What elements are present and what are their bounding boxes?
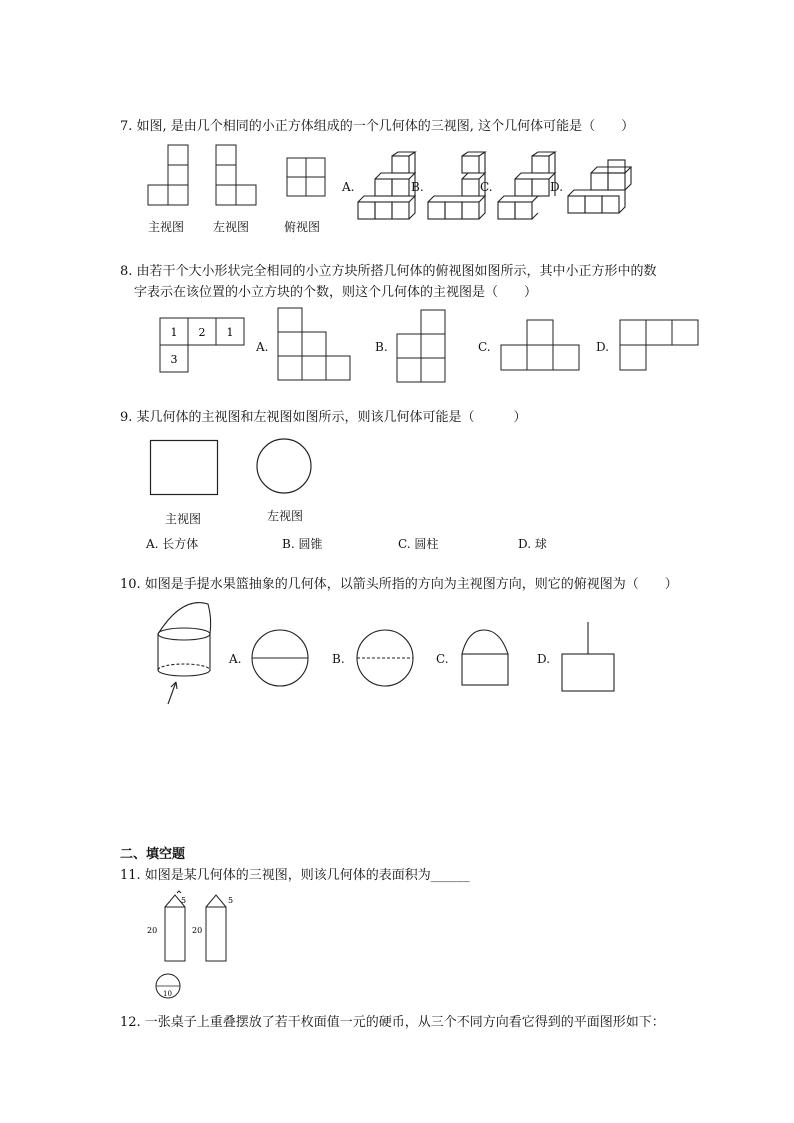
q8-option-b-label: B. (375, 340, 388, 354)
q8-grid-number-4: 3 (170, 353, 178, 366)
q9-option-c: C. 圆柱 (398, 537, 439, 551)
q11-front-view (143, 893, 193, 965)
question-9-text: 9. 某几何体的主视图和左视图如图所示，则该几何体可能是（ ） (120, 410, 527, 425)
q11-side-body-height: 20 (192, 926, 203, 935)
q7-option-d-figure (566, 160, 626, 220)
q7-option-b-label: B. (411, 180, 424, 194)
q9-left-view-circle (256, 438, 314, 496)
section-2-title: 二、填空题 (120, 847, 186, 862)
q8-grid-number-2: 2 (198, 326, 206, 339)
q10-option-a-label: A. (229, 652, 242, 666)
question-7-text: 7. 如图, 是由几个相同的小正方体组成的一个几何体的三视图, 这个几何体可能是（ ） (120, 119, 635, 134)
question-8-text-line2: 字表示在该位置的小立方块的个数，则这个几何体的主视图是（ ） (134, 285, 538, 300)
q7-option-a-label: A. (342, 180, 355, 194)
q8-option-c-label: C. (478, 340, 491, 354)
q9-left-view-label: 左视图 (267, 509, 304, 523)
q9-front-view-rectangle (150, 440, 220, 498)
q8-grid-number-3: 1 (226, 326, 234, 339)
q8-option-a-label: A. (256, 340, 269, 354)
question-8-text-line1: 8. 由若干个大小形状完全相同的小立方块所搭几何体的俯视图如图所示，其中小正方形中的数 (120, 264, 657, 279)
q7-front-view (148, 145, 194, 213)
q11-front-cone-height: 5 (181, 896, 187, 905)
q10-option-b-figure (355, 628, 417, 690)
q11-side-view (192, 893, 242, 965)
q11-top-view (154, 972, 184, 1002)
q11-front-body-height: 20 (147, 926, 158, 935)
q7-front-view-label: 主视图 (148, 220, 185, 234)
q8-option-d-figure (620, 320, 700, 374)
q10-fruit-basket-solid (154, 604, 218, 712)
q7-option-b-figure (426, 152, 486, 224)
q8-option-d-label: D. (596, 340, 610, 354)
q11-side-cone-height: 5 (228, 896, 234, 905)
question-10-text: 10. 如图是手提水果篮抽象的几何体，以箭头所指的方向为主视图方向，则它的俯视图为（ ） (120, 577, 678, 592)
question-12-text: 12. 一张桌子上重叠摆放了若干枚面值一元的硬币，从三个不同方向看它得到的平面图形如下： (120, 1015, 665, 1030)
q10-option-c-label: C. (436, 652, 449, 666)
q9-option-a: A. 长方体 (146, 537, 199, 551)
q7-option-c-label: C. (480, 180, 493, 194)
q7-top-view (287, 158, 327, 198)
q7-left-view (216, 145, 262, 213)
q9-front-view-label: 主视图 (165, 512, 202, 526)
q7-option-a-figure (356, 152, 416, 224)
q8-option-a-figure (278, 308, 354, 384)
q9-option-d: D. 球 (518, 537, 547, 551)
q10-option-d-figure (560, 622, 618, 694)
q8-option-b-figure (397, 310, 449, 384)
q7-option-c-figure (496, 152, 556, 224)
q8-option-c-figure (501, 320, 581, 374)
q11-diameter-label: 10 (163, 990, 172, 998)
q9-option-b: B. 圆锥 (282, 537, 323, 551)
q10-option-c-figure (460, 628, 512, 688)
q7-left-view-label: 左视图 (213, 220, 250, 234)
q7-top-view-label: 俯视图 (284, 220, 321, 234)
question-11-text: 11. 如图是某几何体的三视图，则该几何体的表面积为______ (120, 868, 470, 883)
q7-option-d-label: D. (550, 180, 564, 194)
q8-top-view-grid (160, 318, 246, 374)
q10-option-a-figure (250, 628, 312, 690)
q10-option-b-label: B. (332, 652, 345, 666)
q10-option-d-label: D. (537, 652, 551, 666)
q8-grid-number-1: 1 (170, 326, 178, 339)
